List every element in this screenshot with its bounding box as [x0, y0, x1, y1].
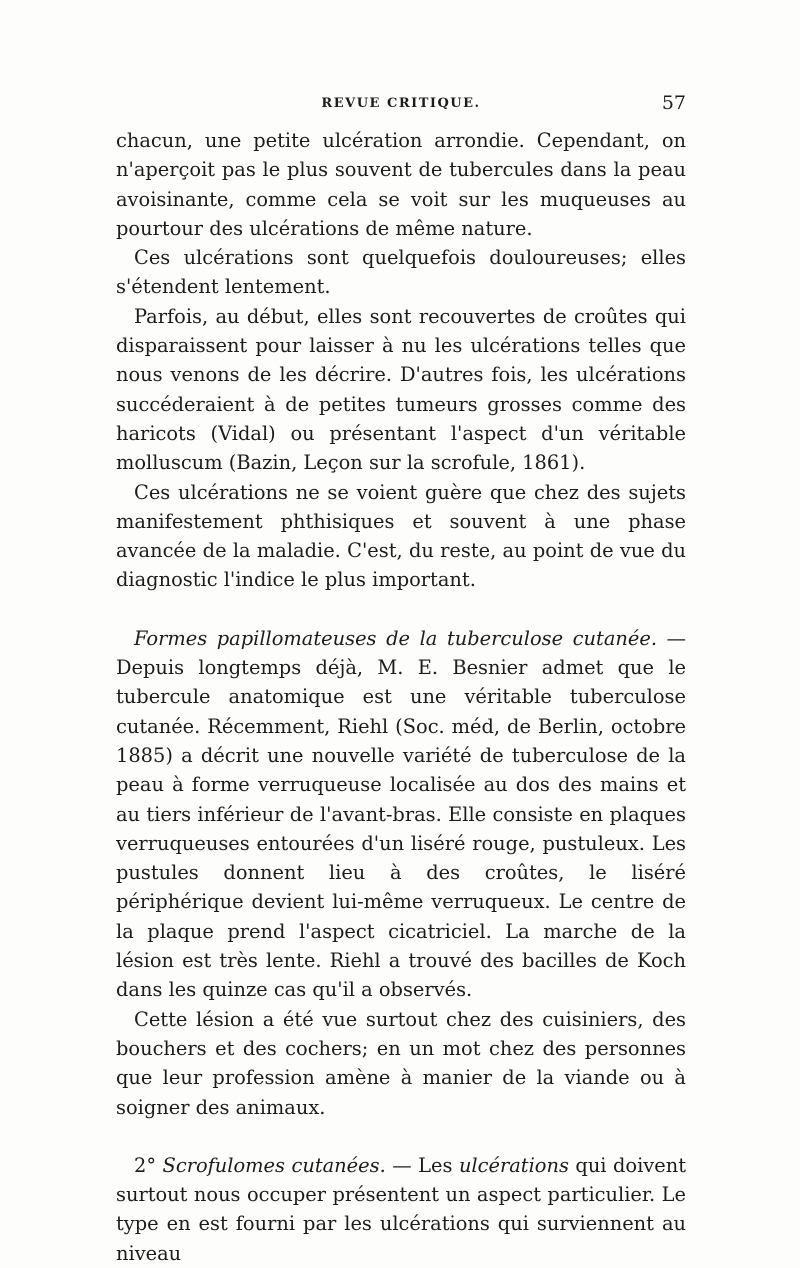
- paragraph-text-lead: — Les: [385, 1153, 459, 1177]
- paragraph-text: Ces ulcérations sont quelquefois douloureuses; elles s'étendent lentement.: [116, 246, 686, 299]
- paragraph-text: — Depuis longtemps déjà, M. E. Besnier admet que le tubercule anatomique est une véritable tuberculose cutanée. Récemment, Riehl (Soc. méd, de Berlin, octobre 1885) a décrit une nouvelle variété de tuberculose de la peau à forme verruqueuse localisée au dos des mains et au tiers inférieur de l'avant-bras. Elle consiste en plaques verruqueuses entourées d'un liséré rouge, pustuleux. Les pustules donnent lieu à des croûtes, le liséré périphérique devient lui-même verruqueux. Le centre de la plaque prend l'aspect cicatriciel. La marche de la lésion est très lente. Riehl a trouvé des bacilles de Koch dans les quinze cas qu'il a observés.: [116, 626, 686, 1002]
- running-title: REVUE CRITIQUE.: [321, 96, 481, 111]
- section-heading: Formes papillomateuses de la tuberculose cutanée.: [134, 626, 657, 650]
- paragraph-text: qui doivent surtout nous occuper présentent un aspect particulier. Le type en est fourni par les ulcérations qui surviennent au niveau: [116, 1153, 686, 1265]
- paragraph-diagnosis: [116, 478, 686, 595]
- paragraph-pain: [116, 243, 686, 302]
- section-papillomatous: [116, 624, 686, 1005]
- paragraph-crusts: [116, 302, 686, 478]
- section-number: 2°: [134, 1153, 157, 1177]
- paragraph-occupations: [116, 1005, 686, 1122]
- section-scrofulomes: [116, 1151, 686, 1268]
- paragraph-text: Cette lésion a été vue surtout chez des cuisiniers, des bouchers et des cochers; en un mot chez des personnes que leur profession amène à manier de la viande ou à soigner des animaux.: [116, 1007, 686, 1119]
- emphasis-word: ulcérations: [458, 1153, 569, 1177]
- section-heading: Scrofulomes cutanées.: [162, 1153, 386, 1177]
- document-page: [116, 92, 686, 1268]
- paragraph-text: chacun, une petite ulcération arrondie. Cependant, on n'aperçoit pas le plus souvent de tubercules dans la peau avoisinante, comme cela se voit sur les muqueuses au pourtour des ulcérations de même nature.: [116, 129, 686, 240]
- running-header: [116, 92, 686, 126]
- paragraph-text: Parfois, au début, elles sont recouvertes de croûtes qui disparaissent pour laisser à nu les ulcérations telles que nous venons de les décrire. D'autres fois, les ulcérations succéderaient à de petites tumeurs grosses comme des haricots (Vidal) ou présentant l'aspect d'un véritable molluscum (Bazin, Leçon sur la scrofule, 1861).: [116, 304, 686, 475]
- page-number: 57: [661, 92, 686, 114]
- paragraph-text: Ces ulcérations ne se voient guère que chez des sujets manifestement phthisiques et souvent à une phase avancée de la maladie. C'est, du reste, au point de vue du diagnostic l'indice le plus important.: [116, 480, 686, 592]
- paragraph-continuation: [116, 126, 686, 243]
